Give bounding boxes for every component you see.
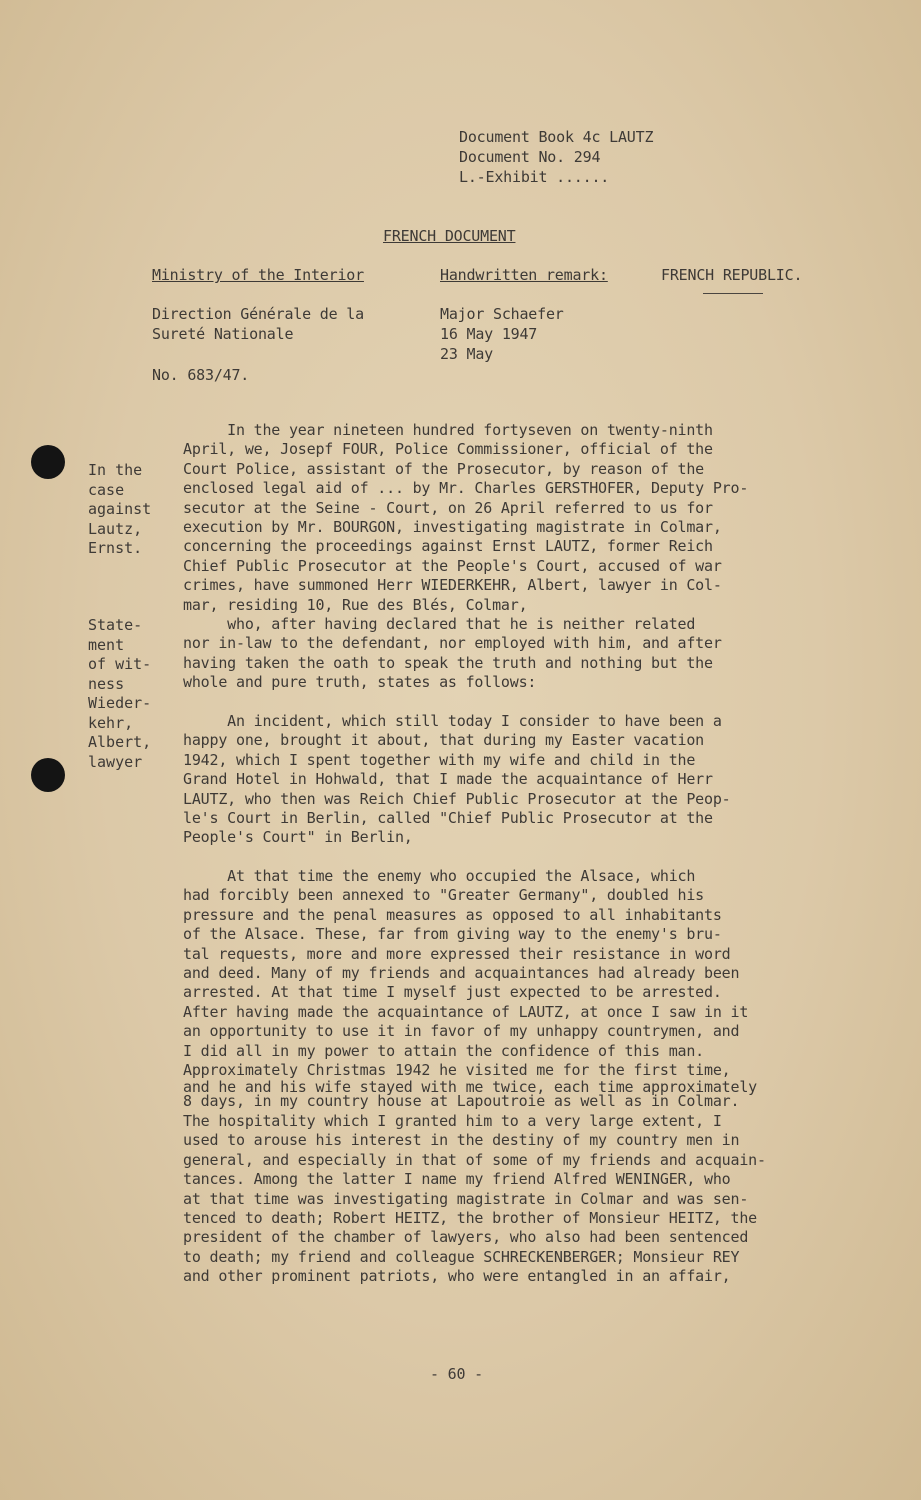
margin-note-case: In the case against Lautz, Ernst. xyxy=(88,461,152,557)
page-number: - 60 - xyxy=(430,1365,483,1383)
ministry-heading: Ministry of the Interior xyxy=(152,266,364,284)
punch-hole-top xyxy=(31,445,65,479)
direction-line-1: Direction Générale de la xyxy=(152,305,364,323)
reference-number: No. 683/47. xyxy=(152,366,250,384)
document-title: FRENCH DOCUMENT xyxy=(383,227,516,245)
punch-hole-bottom xyxy=(31,758,65,792)
paragraph-occupation: At that time the enemy who occupied the Alsace, which had forcibly been annexed to "Greater Germany", doubled his pressure and the penal measures as opposed to all inhabitants of the Alsace. These, far from giving way to the enemy's bru- tal requests, more and more expressed their resistance in word and deed. Many of my friends and acquaintances had already been arrested. At that time I myself just expected to be arrested. After having made the acquaintance of LAUTZ, at once I saw in it an opportunity to use it in favor of my unhappy countrymen, and I did all in my power to attain the confidence of this man. Approximately Christmas 1942 he visited me for the first time, xyxy=(183,867,749,1080)
direction-line-2: Sureté Nationale xyxy=(152,325,294,343)
doc-book-line: Document Book 4c LAUTZ xyxy=(459,128,654,146)
paragraph-overlap-line-1: and he and his wife stayed with me twice, each time approximately xyxy=(183,1078,757,1096)
remark-line-3: 23 May xyxy=(440,345,493,363)
paragraph-introduction: In the year nineteen hundred fortyseven on twenty-ninth April, we, Josepf FOUR, Police Commissioner, official of the Court Police, assistant of the Prosecutor, by reason of the enclosed legal aid of ... by Mr. Charles GERSTHOFER, Deputy Pro- secutor at the Seine - Court, on 26 April referred to us for execution by Mr. BOURGON, investigating magistrate in Colmar, concerning the proceedings against Ernst LAUTZ, former Reich Chief Public Prosecutor at the People's Court, accused of war crimes, have summoned Herr WIEDERKEHR, Albert, lawyer in Col- mar, residing 10, Rue des Blés, Colmar, who, after having declared that he is neither related nor in-law to the defendant, nor employed with him, and after having taken the oath to speak the truth and nothing but the whole and pure truth, states as follows: xyxy=(183,421,749,692)
margin-note-statement: State- ment of wit- ness Wieder- kehr, Albert, lawyer xyxy=(88,616,152,771)
remark-line-2: 16 May 1947 xyxy=(440,325,538,343)
handwritten-remark-label: Handwritten remark: xyxy=(440,266,608,284)
paragraph-acquaintance: An incident, which still today I consider to have been a happy one, brought it about, that during my Easter vacation 1942, which I spent together with my wife and child in the Grand Hotel in Hohwald, that I made the acquaintance of Herr LAUTZ, who then was Reich Chief Public Prosecutor at the Peop- le's Court in Berlin, called "Chief Public Prosecutor at the People's Court" in Berlin, xyxy=(183,712,731,847)
paragraph-hospitality: The hospitality which I granted him to a very large extent, I used to arouse his interest in the destiny of my country men in general, and especially in that of some of my friends and acquain- tances. Among the latter I name my friend Alfred WENINGER, who at that time was investigating magistrate in Colmar and was sen- tenced to death; Robert HEITZ, the brother of Monsieur HEITZ, the president of the chamber of lawyers, who also had been sentenced to death; my friend and colleague SCHRECKENBERGER; Monsieur REY and other prominent patriots, who were entangled in an affair, xyxy=(183,1112,766,1286)
remark-line-1: Major Schaefer xyxy=(440,305,564,323)
paragraph-overlap-line-2: 8 days, in my country house at Lapoutroie as well as in Colmar. xyxy=(183,1092,740,1110)
republic-underline xyxy=(703,293,763,294)
doc-number-line: Document No. 294 xyxy=(459,148,601,166)
republic-heading: FRENCH REPUBLIC. xyxy=(661,266,803,284)
exhibit-line: L.-Exhibit ...... xyxy=(459,168,610,186)
